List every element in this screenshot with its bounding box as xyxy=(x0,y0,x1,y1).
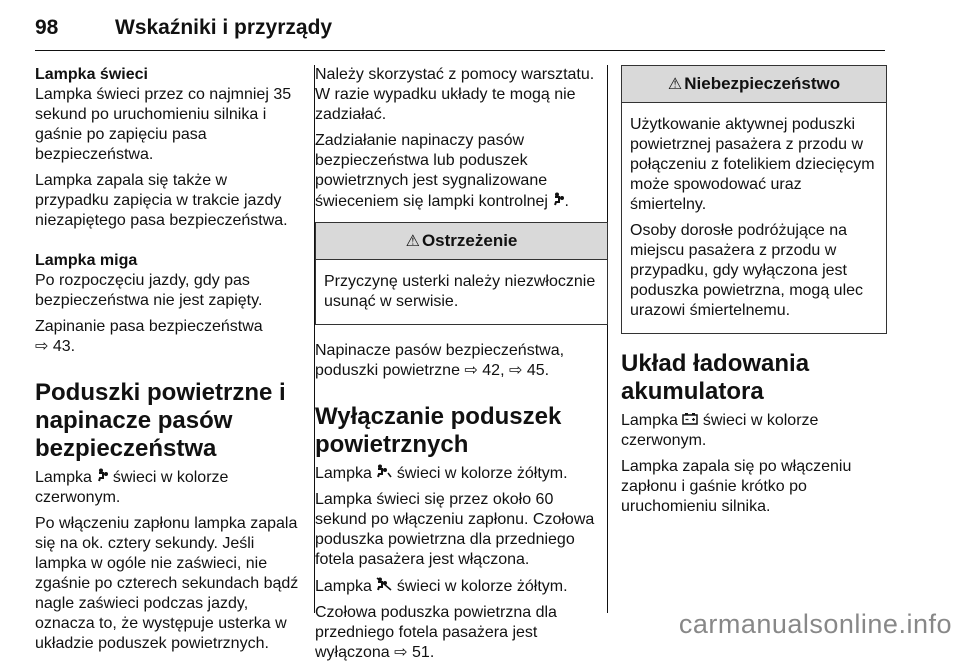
warning-box xyxy=(315,222,608,325)
reference-arrow-icon: ⇨ xyxy=(464,362,478,379)
watermark: carmanualsonline.info xyxy=(678,609,952,639)
warning-text: Przyczynę usterki należy niezwłocznie usunąć w serwisie. xyxy=(324,273,596,310)
danger-body xyxy=(622,103,886,333)
paragraph-text: Lampka xyxy=(315,465,372,482)
danger-header xyxy=(622,66,886,103)
danger-text: Osoby dorosłe podróżujące na miejscu pasażera z przodu w przypadku, gdy wyłączona jest poduszka powietrzna, mogą ulec urazowi śmiertelnemu. xyxy=(630,222,864,319)
page-reference[interactable]: 42, xyxy=(482,362,505,379)
subheading-lamp-on: Lampka świeci xyxy=(35,66,148,83)
subheading-lamp-flashes: Lampka miga xyxy=(35,252,138,269)
paragraph-text: świeci w kolorze czerwonym. xyxy=(35,469,229,506)
paragraph-text: Napinacze pasów bezpieczeństwa, poduszki powietrzne xyxy=(315,342,565,379)
page-reference[interactable]: 43. xyxy=(52,338,76,355)
danger-box xyxy=(621,65,887,334)
paragraph: Lampka świeci się przez około 60 sekund po włączeniu zapłonu. Czołowa poduszka powietrzna dla przedniego fotela pasażera jest włączona. xyxy=(315,491,595,568)
paragraph-text: Zadziałanie napinaczy pasów bezpieczeństwa lub poduszek powietrznych jest sygnalizowane świeceniem się lampki kontrolnej xyxy=(315,132,548,210)
column-middle xyxy=(315,65,608,669)
paragraph-text: Lampka xyxy=(315,578,372,595)
paragraph xyxy=(315,576,608,597)
warning-body xyxy=(316,260,607,324)
section-heading-airbag-deactivation: Wyłączanie poduszek powietrznych xyxy=(315,403,562,458)
airbag-icon xyxy=(552,191,564,211)
column-right xyxy=(621,65,887,523)
page-number: 98 xyxy=(35,16,59,39)
reference-arrow-icon: ⇨ xyxy=(394,644,408,661)
airbag-on-icon xyxy=(376,463,392,483)
danger-text: Użytkowanie aktywnej poduszki powietrznej pasażera z przodu w połączeniu z fotelikiem dziecięcym może spowodować uraz śmiertelny. xyxy=(630,116,875,213)
section-heading-airbags: Poduszki powietrzne i napinacze pasów bezpieczeństwa xyxy=(35,379,286,462)
paragraph xyxy=(621,410,887,451)
battery-icon xyxy=(682,410,698,430)
page-reference[interactable]: 45. xyxy=(526,362,550,379)
paragraph: Zadziałanie napinaczy pasów bezpieczeństwa lub poduszek powietrznych jest sygnalizowane świeceniem się lampki kontrolnej . xyxy=(315,132,569,210)
paragraph-text: Zapinanie pasa bezpieczeństwa xyxy=(35,318,263,335)
paragraph xyxy=(315,463,608,484)
reference-arrow-icon: ⇨ xyxy=(35,338,49,355)
paragraph-text: Czołowa poduszka powietrzna dla przedniego fotela pasażera jest wyłączona xyxy=(315,604,557,661)
paragraph: Po włączeniu zapłonu lampka zapala się na ok. cztery sekundy. Jeśli lampka w ogóle nie zaświeci, nie zgaśnie po czterech sekundach bądź nagle zaświeci podczas jazdy, oznacza to, że występuje usterka w układzie poduszek powietrznych. xyxy=(35,515,299,652)
paragraph: Lampka zapala się także w przypadku zapięcia w trakcie jazdy niezapiętego pasa bezpieczeństwa. xyxy=(35,172,288,229)
paragraph xyxy=(35,467,303,508)
danger-title: Niebezpieczeństwo xyxy=(684,74,841,93)
paragraph-text: świeci w kolorze żółtym. xyxy=(396,578,568,595)
paragraph: Po rozpoczęciu jazdy, gdy pas bezpieczeństwa nie jest zapięty. xyxy=(35,272,263,309)
paragraph: Lampka świeci przez co najmniej 35 sekund po uruchomieniu silnika i gaśnie po zapięciu pasa bezpieczeństwa. xyxy=(35,86,292,163)
paragraph xyxy=(315,341,608,381)
warning-triangle-icon: ⚠ xyxy=(667,76,683,93)
paragraph-text: Lampka xyxy=(35,469,92,486)
column-left xyxy=(35,65,303,660)
airbag-off-icon xyxy=(376,576,392,596)
warning-title: Ostrzeżenie xyxy=(421,231,518,250)
warning-header xyxy=(316,223,607,260)
paragraph: Należy skorzystać z pomocy warsztatu. W razie wypadku układy te mogą nie zadziałać. xyxy=(315,66,595,123)
section-heading-charging: Układ ładowania akumulatora xyxy=(621,350,810,405)
airbag-icon xyxy=(96,467,108,487)
paragraph xyxy=(315,603,608,663)
warning-triangle-icon: ⚠ xyxy=(405,233,420,250)
paragraph xyxy=(35,317,303,357)
paragraph-text: świeci w kolorze czerwonym. xyxy=(621,412,819,449)
paragraph-text: świeci w kolorze żółtym. xyxy=(396,465,568,482)
reference-arrow-icon: ⇨ xyxy=(508,362,523,379)
page-reference[interactable]: 51. xyxy=(412,644,435,661)
running-title: Wskaźniki i przyrządy xyxy=(115,16,333,39)
paragraph-text: Lampka xyxy=(621,412,678,429)
page-header xyxy=(35,6,885,51)
paragraph: Lampka zapala się po włączeniu zapłonu i gaśnie krótko po uruchomieniu silnika. xyxy=(621,458,852,515)
